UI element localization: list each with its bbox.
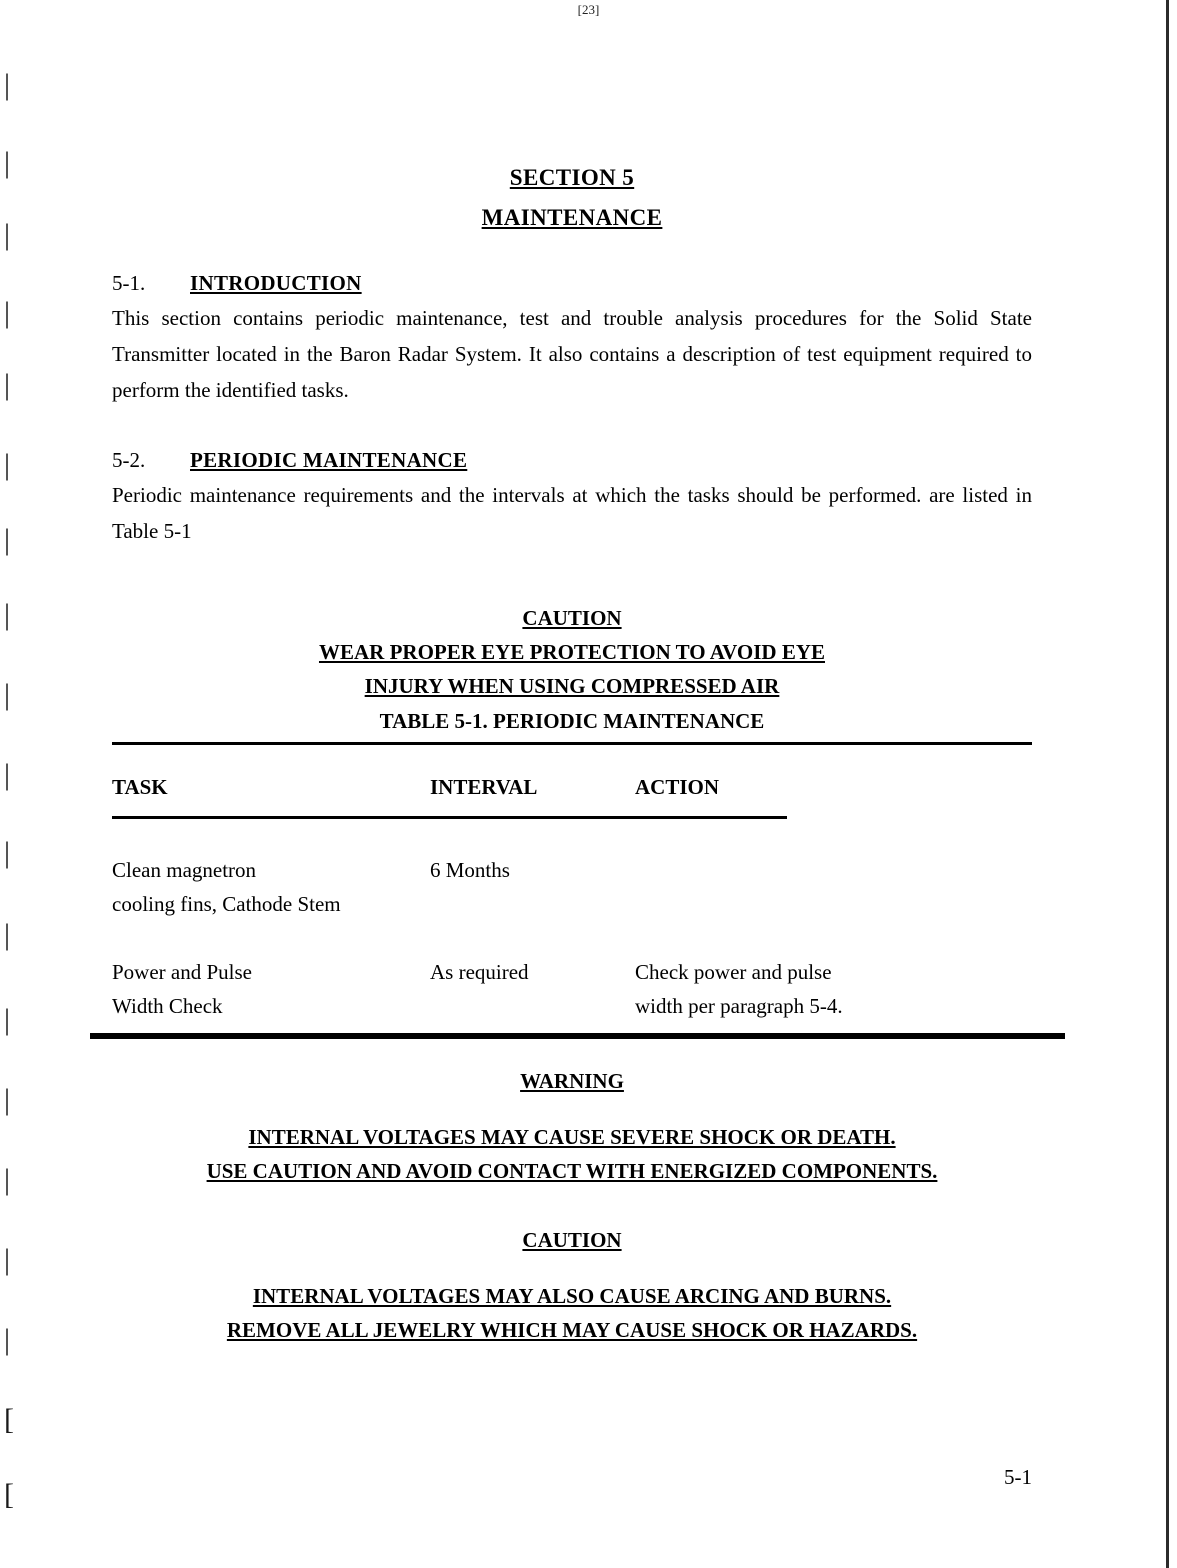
caution-2-heading: CAUTION [522, 1228, 622, 1252]
cell-task-line-1: Clean magnetron [112, 858, 257, 882]
column-header-task: TASK [112, 775, 168, 799]
paragraph-periodic-maintenance: Periodic maintenance requirements and the intervals at which the tasks should be performed. are listed in Table 5-1 [112, 483, 1032, 543]
caution-2-line-2: REMOVE ALL JEWELRY WHICH MAY CAUSE SHOCK OR HAZARDS. [226, 1318, 918, 1342]
table-spacer-row [112, 819, 1032, 853]
caution-2-line-1: INTERNAL VOLTAGES MAY ALSO CAUSE ARCING AND BURNS. [252, 1284, 892, 1308]
section-heading-periodic-maintenance [112, 448, 1032, 473]
cell-task-line-2: cooling fins, Cathode Stem [112, 892, 341, 916]
column-header-interval: INTERVAL [430, 775, 538, 799]
document-title-block [112, 165, 1032, 231]
paragraph-introduction: This section contains periodic maintenance, test and trouble analysis procedures for the Solid State Transmitter located in the Baron Radar System. It also contains a description of test equipment required to perform the identified tasks. [112, 306, 1032, 402]
section-label: SECTION 5 [509, 165, 635, 190]
caution-notice-internal-voltages [112, 1228, 1032, 1347]
section-number-5-2: 5-2. [112, 448, 146, 472]
section-title-5-1: INTRODUCTION [190, 271, 362, 295]
table-bottom-rule [90, 1033, 1065, 1039]
warning-line-2: USE CAUTION AND AVOID CONTACT WITH ENERGIZED COMPONENTS. [206, 1159, 938, 1183]
table-spacer-row [112, 921, 1032, 955]
table-header-row [112, 745, 1032, 810]
scan-binding-artifacts: | | | | | | | | | | | | | | | | | [ [ [4, 68, 14, 1511]
section-title: MAINTENANCE [481, 205, 663, 230]
page-number: 5-1 [1004, 1465, 1032, 1489]
warning-line-1: INTERNAL VOLTAGES MAY CAUSE SEVERE SHOCK OR DEATH. [248, 1125, 896, 1149]
table-title: TABLE 5-1. PERIODIC MAINTENANCE [379, 709, 765, 733]
warning-heading: WARNING [520, 1069, 624, 1093]
cell-interval-line-1: 6 Months [430, 858, 510, 882]
caution-1-line-1: WEAR PROPER EYE PROTECTION TO AVOID EYE [318, 640, 825, 664]
column-header-action: ACTION [635, 775, 720, 799]
table-row [112, 955, 1032, 1023]
scan-page-marker: [23] [577, 2, 600, 17]
scan-edge-artifact [1166, 0, 1169, 1568]
warning-notice [112, 1069, 1032, 1188]
cell-action-line-1: Check power and pulse [635, 960, 832, 984]
periodic-maintenance-table [112, 745, 1032, 810]
document-body [112, 0, 1032, 1347]
cell-interval-line-1: As required [430, 960, 529, 984]
periodic-maintenance-table-body [112, 819, 1032, 1023]
caution-1-line-2: INJURY WHEN USING COMPRESSED AIR [364, 674, 780, 698]
caution-1-heading: CAUTION [522, 606, 622, 630]
table-row [112, 853, 1032, 921]
section-number-5-1: 5-1. [112, 271, 146, 295]
cell-task-line-1: Power and Pulse [112, 960, 252, 984]
caution-notice-eye-protection [112, 601, 1032, 703]
section-title-5-2: PERIODIC MAINTENANCE [190, 448, 468, 472]
section-heading-introduction [112, 271, 1032, 296]
cell-task-line-2: Width Check [112, 994, 223, 1018]
cell-action-line-2: width per paragraph 5-4. [635, 994, 843, 1018]
